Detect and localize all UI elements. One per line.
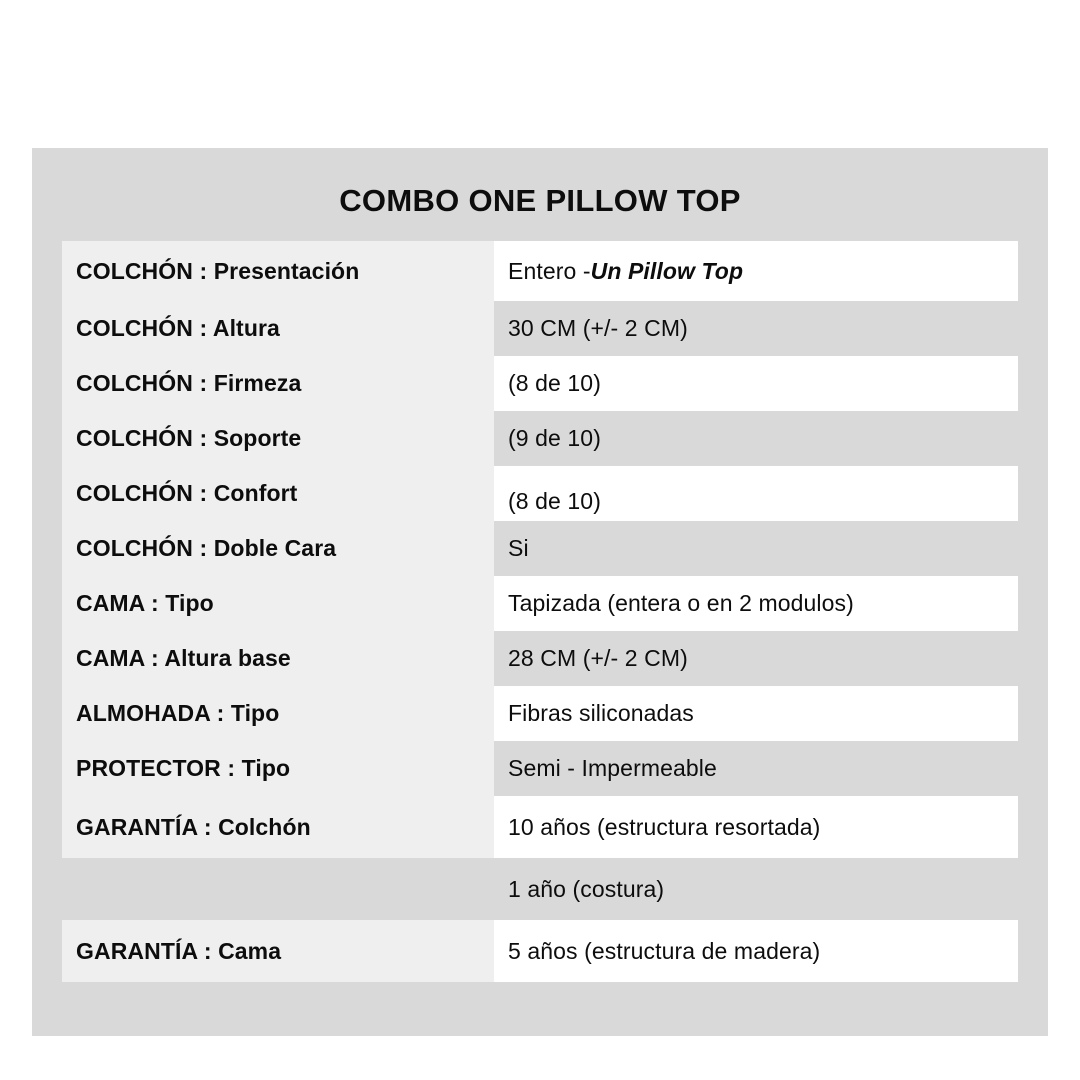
row-value: Tapizada (entera o en 2 modulos): [494, 576, 1018, 631]
row-value: [494, 241, 1018, 301]
table-row: [62, 301, 1018, 356]
row-value-emphasis: Un Pillow Top: [590, 257, 744, 284]
row-value: Si: [494, 521, 1018, 576]
table-row: [62, 576, 1018, 631]
specifications-table: [62, 241, 1018, 982]
row-value: 28 CM (+/- 2 CM): [494, 631, 1018, 686]
table-row: [62, 521, 1018, 576]
row-label: GARANTÍA : Colchón: [62, 796, 494, 858]
row-label: CAMA : Altura base: [62, 631, 494, 686]
row-value: Semi - Impermeable: [494, 741, 1018, 796]
row-value: 1 año (costura): [494, 858, 1018, 920]
row-label: PROTECTOR : Tipo: [62, 741, 494, 796]
row-value-prefix: Entero -: [508, 257, 591, 284]
table-row: [62, 858, 1018, 920]
row-value: (9 de 10): [494, 411, 1018, 466]
table-row: [62, 686, 1018, 741]
row-label: COLCHÓN : Confort: [62, 466, 494, 521]
row-value: 5 años (estructura de madera): [494, 920, 1018, 982]
row-label: COLCHÓN : Firmeza: [62, 356, 494, 411]
row-label: ALMOHADA : Tipo: [62, 686, 494, 741]
row-label: COLCHÓN : Doble Cara: [62, 521, 494, 576]
row-label: CAMA : Tipo: [62, 576, 494, 631]
spec-card: [32, 148, 1048, 1036]
table-row: [62, 356, 1018, 411]
row-label: COLCHÓN : Soporte: [62, 411, 494, 466]
table-row: [62, 631, 1018, 686]
table-row: [62, 241, 1018, 301]
row-value: 30 CM (+/- 2 CM): [494, 301, 1018, 356]
table-row: [62, 796, 1018, 858]
table-row: [62, 466, 1018, 521]
row-label: GARANTÍA : Cama: [62, 920, 494, 982]
row-value: (8 de 10): [494, 466, 1018, 521]
row-label: [62, 858, 494, 920]
row-label: COLCHÓN : Presentación: [62, 241, 494, 301]
table-row: [62, 741, 1018, 796]
row-value: Fibras siliconadas: [494, 686, 1018, 741]
table-row: [62, 920, 1018, 982]
row-value: 10 años (estructura resortada): [494, 796, 1018, 858]
page-title: COMBO ONE PILLOW TOP: [339, 183, 741, 218]
row-label: COLCHÓN : Altura: [62, 301, 494, 356]
row-value: (8 de 10): [494, 356, 1018, 411]
table-row: [62, 411, 1018, 466]
